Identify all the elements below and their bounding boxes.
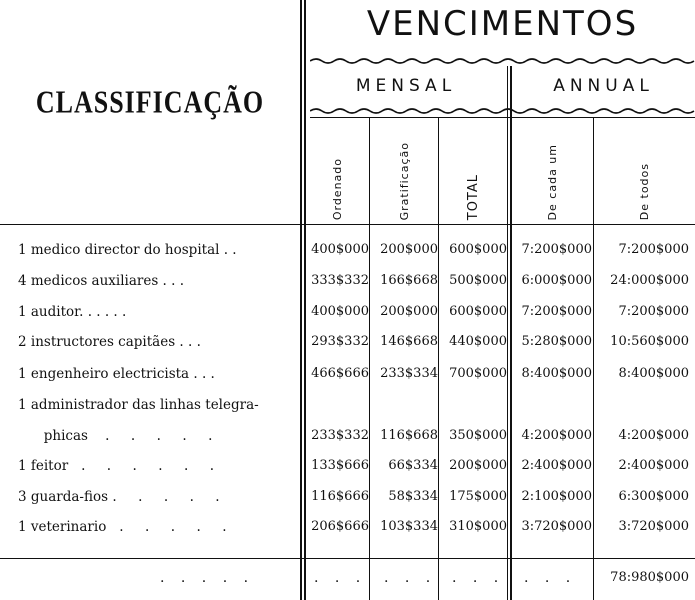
cell-gratificacao — [370, 390, 438, 420]
row-description: 1 administrador das linhas telegra- — [18, 397, 259, 413]
cell-gratificacao: 166$668 — [380, 273, 438, 288]
cell-cada-um: 6:000$000 — [521, 273, 592, 288]
table-row — [0, 421, 695, 451]
cell-todos: 7:200$000 — [618, 242, 689, 257]
vencimentos-title: VENCIMENTOS — [366, 4, 639, 44]
cell-ordenado — [301, 390, 369, 420]
cell-ordenado: 116$666 — [311, 489, 369, 504]
row-description: 1 feitor . . . . . . — [18, 458, 215, 474]
cell-cada-um: 7:200$000 — [521, 304, 592, 319]
cell-todos: 7:200$000 — [618, 304, 689, 319]
table-row — [0, 359, 695, 389]
footer-dots-ordenado: . . . — [314, 570, 367, 586]
cell-ordenado: 400$000 — [311, 304, 369, 319]
cell-ordenado: 233$332 — [311, 428, 369, 443]
cell-total — [439, 390, 507, 420]
row-description: 2 instructores capitães . . . — [18, 334, 201, 350]
row-description: 1 medico director do hospital . . — [18, 242, 237, 258]
table-row — [0, 327, 695, 357]
cell-todos: 24:000$000 — [610, 273, 689, 288]
cell-cada-um: 5:280$000 — [521, 334, 592, 349]
cell-gratificacao: 200$000 — [380, 304, 438, 319]
table-row — [0, 235, 695, 265]
table-row — [0, 297, 695, 327]
colhead-cada-um-text: De cada um — [546, 143, 559, 220]
cell-gratificacao: 58$334 — [388, 489, 438, 504]
footer-top-rule — [0, 558, 695, 559]
colhead-todos — [594, 118, 695, 220]
cell-total: 350$000 — [449, 428, 507, 443]
cell-ordenado: 333$332 — [311, 273, 369, 288]
total-row — [0, 563, 695, 593]
cell-gratificacao: 103$334 — [380, 519, 438, 534]
cell-cada-um: 2:400$000 — [521, 458, 592, 473]
cell-todos: 3:720$000 — [618, 519, 689, 534]
cell-todos: 4:200$000 — [618, 428, 689, 443]
row-description: 1 engenheiro electricista . . . — [18, 366, 215, 382]
wavy-rule-top — [310, 56, 695, 66]
cell-gratificacao: 116$668 — [380, 428, 438, 443]
classificacao-title: CLASSIFICAÇÃO — [35, 85, 265, 120]
grand-total-value: 78:980$000 — [610, 570, 689, 585]
colhead-gratificacao-text: Gratificação — [397, 141, 411, 220]
annual-label: ANNUAL — [553, 76, 654, 96]
cell-total: 500$000 — [449, 273, 507, 288]
colhead-ordenado-text: Ordenado — [331, 157, 344, 220]
header-bottom-rule — [0, 224, 695, 225]
cell-total: 700$000 — [449, 366, 507, 381]
colhead-cada-um — [512, 118, 593, 220]
colhead-gratificacao — [370, 118, 438, 220]
cell-gratificacao: 200$000 — [380, 242, 438, 257]
row-description: 1 auditor. . . . . . — [18, 304, 127, 320]
cell-total: 175$000 — [449, 489, 507, 504]
row-description: 4 medicos auxiliares . . . — [18, 273, 185, 289]
colhead-total — [439, 118, 507, 220]
colhead-ordenado — [306, 118, 369, 220]
footer-leader-dots: . . . . . — [160, 570, 255, 586]
cell-cada-um: 3:720$000 — [521, 519, 592, 534]
cell-total: 440$000 — [449, 334, 507, 349]
row-description: 1 veterinario . . . . . — [18, 519, 227, 535]
cell-total: 310$000 — [449, 519, 507, 534]
cell-todos — [594, 390, 689, 420]
cell-cada-um: 2:100$000 — [521, 489, 592, 504]
cell-todos: 2:400$000 — [618, 458, 689, 473]
cell-ordenado: 293$332 — [311, 334, 369, 349]
footer-dots-gratificacao: . . . — [384, 570, 437, 586]
cell-cada-um: 8:400$000 — [521, 366, 592, 381]
cell-todos: 8:400$000 — [618, 366, 689, 381]
cell-gratificacao: 66$334 — [388, 458, 438, 473]
cell-ordenado: 466$666 — [311, 366, 369, 381]
colhead-todos-text: De todos — [638, 162, 651, 220]
table-row — [0, 512, 695, 542]
cell-ordenado: 133$666 — [311, 458, 369, 473]
cell-cada-um: 4:200$000 — [521, 428, 592, 443]
row-description: 3 guarda-fios . . . . . — [18, 489, 220, 505]
colhead-total-text: TOTAL — [465, 173, 481, 220]
cell-ordenado: 206$666 — [311, 519, 369, 534]
cell-todos: 10:560$000 — [610, 334, 689, 349]
row-description: phicas . . . . . — [18, 428, 213, 444]
cell-total: 600$000 — [449, 242, 507, 257]
cell-gratificacao: 146$668 — [380, 334, 438, 349]
cell-ordenado: 400$000 — [311, 242, 369, 257]
cell-todos: 6:300$000 — [618, 489, 689, 504]
cell-cada-um: 7:200$000 — [521, 242, 592, 257]
footer-dots-total: . . . — [452, 570, 505, 586]
footer-dots-cada-um: . . . — [524, 570, 577, 586]
mensal-label: MENSAL — [355, 76, 457, 96]
cell-gratificacao: 233$334 — [380, 366, 438, 381]
wavy-rule-mid — [310, 106, 695, 116]
table-row — [0, 482, 695, 512]
cell-cada-um — [510, 390, 592, 420]
table-row — [0, 451, 695, 481]
table-row — [0, 390, 695, 420]
cell-total: 200$000 — [449, 458, 507, 473]
cell-total: 600$000 — [449, 304, 507, 319]
table-row — [0, 266, 695, 296]
